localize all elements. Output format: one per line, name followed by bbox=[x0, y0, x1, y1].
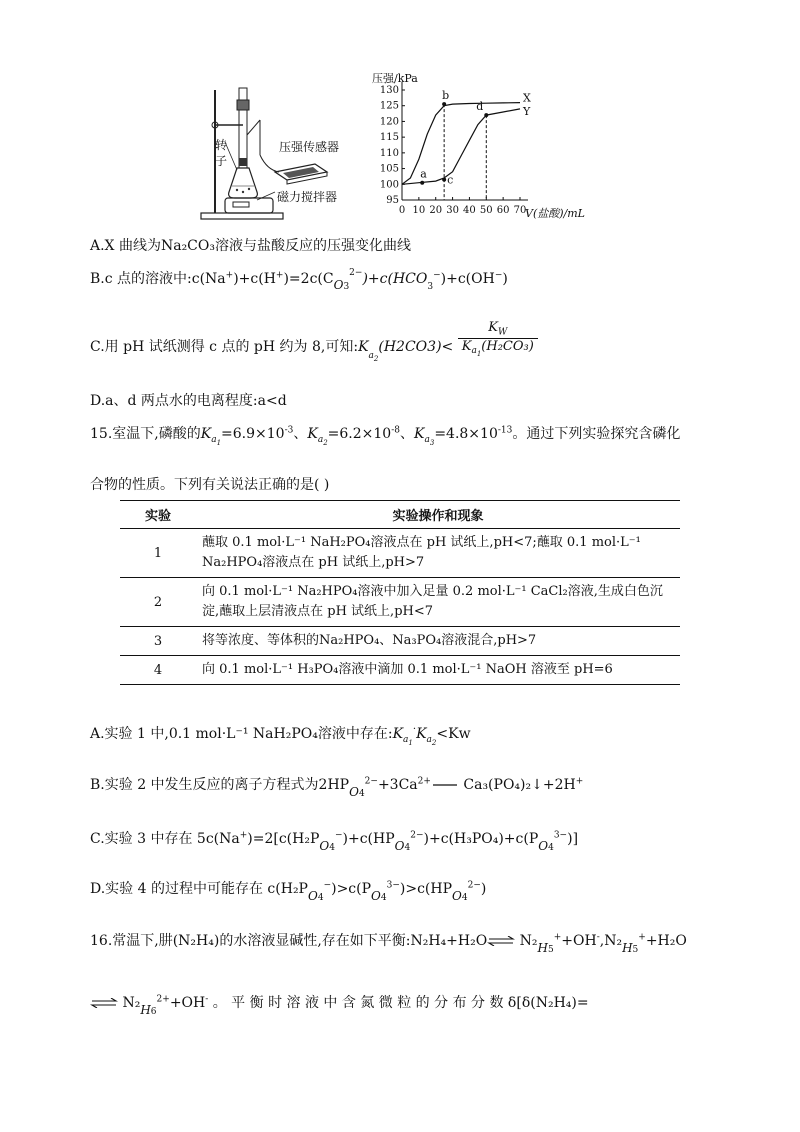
point-label-d: d bbox=[476, 100, 484, 114]
equilibrium-arrow-icon bbox=[431, 780, 459, 790]
point-label-a: a bbox=[420, 167, 427, 181]
q16-line1-pre: 16.常温下,肼(N₂H₄)的水溶液显碱性,存在如下平衡:N₂H₄+H₂O bbox=[90, 933, 488, 949]
q15-c-4: )+c(H₃PO₄)+c(P bbox=[423, 831, 539, 847]
q14-c-pre: C.用 pH 试纸测得 c 点的 pH 约为 8,可知: bbox=[90, 339, 359, 355]
sensor-label: 压强传感器 bbox=[279, 140, 340, 154]
q15-stem-post: 。通过下列实验探究含磷化 bbox=[512, 426, 681, 442]
q14-b-mid1: )+c(H bbox=[233, 271, 276, 287]
table-row bbox=[120, 529, 680, 578]
q15-ka1: =6.9×10 bbox=[221, 426, 285, 442]
q14-c-ka2: K bbox=[358, 339, 369, 355]
q14-c-den: K bbox=[461, 338, 472, 354]
q14-option-a: A.X 曲线为Na₂CO₃溶液与盐酸反应的压强变化曲线 bbox=[90, 238, 411, 254]
q16-line1: 16.常温下,肼(N₂H₄)的水溶液显碱性,存在如下平衡:N₂H₄+H₂O $N_2H_5^++OH^-,N_2H_5^++H_2O$ bbox=[90, 932, 687, 955]
q14-c-num: K bbox=[488, 320, 498, 335]
q16-line1-mid2: +OH bbox=[561, 933, 597, 949]
q15-option-b: B.实验 2 中发生反应的离子方程式为$2HPO_4^{2-}+3Ca^{2+}$ Ca₃(PO₄)₂↓+2H+ bbox=[90, 776, 584, 799]
q15-a-post: <Kw bbox=[436, 726, 471, 742]
apparatus-figure bbox=[195, 80, 365, 225]
q15-stem-line2: 合物的性质。下列有关说法正确的是( ) bbox=[90, 477, 330, 493]
q15-ka3-exp: -13 bbox=[497, 425, 513, 436]
q14-b-end: ) bbox=[502, 271, 508, 287]
q14-b-mid3: )+c(HCO bbox=[362, 271, 428, 287]
q15-ka2: =6.2×10 bbox=[327, 426, 392, 442]
q15-ka1-exp: -3 bbox=[284, 425, 294, 436]
x-axis-label: V(盐酸)/mL bbox=[525, 207, 585, 220]
q16-line2-text: 。 平 衡 时 溶 液 中 含 氮 微 粒 的 分 布 分 数 δ[δ(N₂H₄)= bbox=[212, 995, 589, 1011]
pressure-chart-svg bbox=[370, 70, 610, 230]
point-label-b: b bbox=[442, 89, 450, 103]
q14-option-b: B.c 点的溶液中$:c(Na^+)+c(H^+)=2c(CO_3^{2-})+c(HCO_3^-)+c(OH^-)$ bbox=[90, 268, 508, 292]
table-row bbox=[120, 656, 680, 685]
point-d bbox=[484, 113, 488, 117]
q15-option-d: D.实验 4 的过程中可能存在 $c(H_2PO_4^-)>c(PO_4^{3-})>c(HPO_4^{2-})$ bbox=[90, 880, 487, 903]
rotor-label-2: 子 bbox=[215, 154, 228, 168]
q14-c-h2co3: (H2CO3)< bbox=[378, 339, 454, 355]
table-cell-op: 将等浓度、等体积的Na₂HPO₄、Na₃PO₄溶液混合,pH>7 bbox=[196, 627, 680, 656]
q15-d-2: )>c(P bbox=[331, 881, 372, 897]
q14-option-d: D.a、d 两点水的电离程度:a<d bbox=[90, 393, 287, 409]
x-tick-label: 30 bbox=[446, 205, 459, 216]
q15-c-5: )] bbox=[567, 831, 579, 847]
q14-b-mid2: )=2c(C bbox=[283, 271, 334, 287]
table-cell-no: 3 bbox=[120, 627, 196, 656]
x-tick-label: 10 bbox=[412, 205, 426, 216]
equilibrium-arrow-icon bbox=[90, 998, 118, 1008]
x-tick-label: 20 bbox=[429, 205, 443, 216]
y-tick-label: 115 bbox=[379, 132, 399, 144]
q15-c-2: )=2[c(H₂P bbox=[247, 831, 320, 847]
table-head-op: 实验操作和现象 bbox=[196, 501, 680, 529]
y-tick-label: 100 bbox=[379, 179, 399, 191]
q15-d-3: )>c(HP bbox=[399, 881, 453, 897]
q14-c-den-arg: (H₂CO₃) bbox=[481, 338, 534, 354]
q14-c-fraction: $\frac{K_W}{K_{a_1}(H_2CO_3)}$ bbox=[458, 320, 538, 358]
table-cell-op: 蘸取 0.1 mol·L⁻¹ NaH₂PO₄溶液点在 pH 试纸上,pH<7;蘸取 0.1 mol·L⁻¹ Na₂HPO₄溶液点在 pH 试纸上,pH>7 bbox=[196, 529, 680, 578]
q16-line2-post: +OH bbox=[169, 995, 206, 1011]
q15-b-pre: B.实验 2 中发生反应的离子方程式为2HP bbox=[90, 777, 350, 793]
series-label-X: X bbox=[523, 91, 531, 105]
table-cell-no: 2 bbox=[120, 578, 196, 627]
q15-ka3: =4.8×10 bbox=[434, 426, 498, 442]
table-cell-op: 向 0.1 mol·L⁻¹ Na₂HPO₄溶液中加入足量 0.2 mol·L⁻¹ CaCl₂溶液,生成白色沉淀,蘸取上层清液点在 pH 试纸上,pH<7 bbox=[196, 578, 680, 627]
experiment-table bbox=[120, 500, 680, 685]
point-label-c: c bbox=[447, 173, 454, 187]
table-row bbox=[120, 578, 680, 627]
series-label-Y: Y bbox=[523, 104, 531, 118]
y-tick-label: 130 bbox=[379, 85, 399, 96]
x-tick-label: 0 bbox=[398, 205, 406, 216]
q14-b-pre: B.c 点的溶液中:c(Na bbox=[90, 271, 226, 287]
q15-a-pre: A.实验 1 中,0.1 mol·L⁻¹ NaH₂PO₄溶液中存在: bbox=[90, 726, 393, 742]
q15-stem-pre: 15.室温下,磷酸的 bbox=[90, 426, 201, 442]
q15-b-post: Ca₃(PO₄)₂↓+2H bbox=[463, 777, 576, 793]
q14-b-post: )+c(OH bbox=[440, 271, 495, 287]
q15-b-mid: +3Ca bbox=[377, 777, 418, 793]
y-axis-label: 压强/kPa bbox=[372, 72, 418, 85]
q15-d-4: ) bbox=[480, 881, 487, 897]
q15-ka2-exp: -8 bbox=[391, 425, 400, 436]
table-head-no: 实验 bbox=[120, 501, 196, 529]
x-tick-label: 60 bbox=[496, 205, 510, 216]
equilibrium-arrow-icon bbox=[487, 936, 515, 946]
point-c bbox=[442, 178, 446, 182]
point-a bbox=[420, 181, 424, 185]
q16-line2-pre: N₂ bbox=[122, 995, 141, 1011]
y-tick-label: 110 bbox=[379, 147, 399, 159]
q15-d-1: D.实验 4 的过程中可能存在 c(H₂P bbox=[90, 881, 308, 897]
q14-option-c: C.用 pH 试纸测得 c 点的 pH 约为 8,可知$:K_{a_2}(H2CO3)<$ $\frac{K_W}{K_{a_1}(H_2CO_3)}$ bbox=[90, 328, 538, 366]
q16-line2: $N_2H_6^{2+}+OH^-$ 。 平 衡 时 溶 液 中 含 氮 微 粒 的 分 布 分 数 δ[δ(N₂H₄)= bbox=[90, 992, 589, 1012]
q15-c-1: C.实验 3 中存在 5c(Na bbox=[90, 831, 240, 847]
q15-option-c: C.实验 3 中存在 $5c(Na^+)=2[c(H_2PO_4^-)+c(HPO_4^{2-})+c(H_3PO_4)+c(PO_4^{3-})]$ bbox=[90, 830, 579, 853]
q16-line1-mid: N₂ bbox=[519, 933, 538, 949]
rotor-label-1: 转 bbox=[215, 138, 228, 152]
stirrer-label: 磁力搅拌器 bbox=[277, 190, 338, 204]
q15-option-a: A.实验 1 中,0.1 mol·L⁻¹ NaH₂PO₄溶液中存在$:K_{a_1}^\cdot K_{a_2}<Kw$ bbox=[90, 724, 471, 747]
q16-line1-mid3: ,N₂ bbox=[599, 933, 623, 949]
point-b bbox=[442, 102, 446, 106]
q15-c-3: )+c(HP bbox=[342, 831, 395, 847]
y-tick-label: 120 bbox=[379, 116, 399, 128]
x-tick-label: 70 bbox=[513, 205, 527, 216]
table-cell-no: 1 bbox=[120, 529, 196, 578]
q16-line1-post: +H₂O bbox=[645, 933, 687, 949]
table-cell-no: 4 bbox=[120, 656, 196, 685]
pressure-chart bbox=[370, 70, 610, 230]
q15-stem-line1: 15.室温下,磷酸的$K_{a_1}=6.9\times 10^{-3}$、$K_{a_2}=6.2\times 10^{-8}$、$K_{a_3}=4.8\times 10^{-13}$。通过下列实验探究含磷化 bbox=[90, 425, 681, 447]
table-row bbox=[120, 627, 680, 656]
table-cell-op: 向 0.1 mol·L⁻¹ H₃PO₄溶液中滴加 0.1 mol·L⁻¹ NaOH 溶液至 pH=6 bbox=[196, 656, 680, 685]
y-tick-label: 105 bbox=[379, 163, 399, 175]
x-tick-label: 40 bbox=[463, 205, 476, 216]
x-tick-label: 50 bbox=[479, 205, 493, 216]
y-tick-label: 125 bbox=[379, 100, 399, 112]
y-tick-label: 95 bbox=[386, 195, 399, 206]
